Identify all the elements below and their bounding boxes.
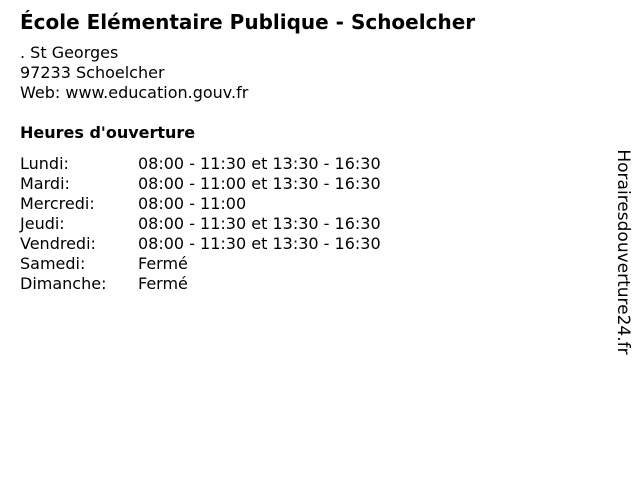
address-block bbox=[20, 43, 248, 103]
hours-row-friday bbox=[20, 234, 440, 254]
hours-row-monday bbox=[20, 154, 440, 174]
city-postal-code: 97233 Schoelcher bbox=[20, 63, 165, 82]
day-label: Jeudi: bbox=[20, 214, 65, 233]
hours-value: Fermé bbox=[138, 254, 188, 273]
hours-value: 08:00 - 11:30 et 13:30 - 16:30 bbox=[138, 234, 381, 253]
hours-value: 08:00 - 11:00 bbox=[138, 194, 247, 213]
hours-value: 08:00 - 11:30 et 13:30 - 16:30 bbox=[138, 214, 381, 233]
street-address: . St Georges bbox=[20, 43, 119, 62]
hours-row-sunday bbox=[20, 274, 440, 294]
day-label: Mercredi: bbox=[20, 194, 95, 213]
day-label: Dimanche: bbox=[20, 274, 107, 293]
day-label: Mardi: bbox=[20, 174, 70, 193]
hours-row-wednesday bbox=[20, 194, 440, 214]
hours-row-thursday bbox=[20, 214, 440, 234]
site-watermark: Horairesdouverture24.fr bbox=[613, 149, 633, 355]
hours-row-saturday bbox=[20, 254, 440, 274]
day-label: Vendredi: bbox=[20, 234, 96, 253]
day-label: Samedi: bbox=[20, 254, 86, 273]
opening-hours-table bbox=[20, 154, 440, 294]
hours-row-tuesday bbox=[20, 174, 440, 194]
hours-value: 08:00 - 11:00 et 13:30 - 16:30 bbox=[138, 174, 381, 193]
opening-hours-heading: Heures d'ouverture bbox=[20, 123, 196, 142]
page-title: École Elémentaire Publique - Schoelcher bbox=[20, 10, 476, 34]
website-line: Web: www.education.gouv.fr bbox=[20, 83, 249, 102]
hours-value: Fermé bbox=[138, 274, 188, 293]
day-label: Lundi: bbox=[20, 154, 69, 173]
hours-value: 08:00 - 11:30 et 13:30 - 16:30 bbox=[138, 154, 381, 173]
